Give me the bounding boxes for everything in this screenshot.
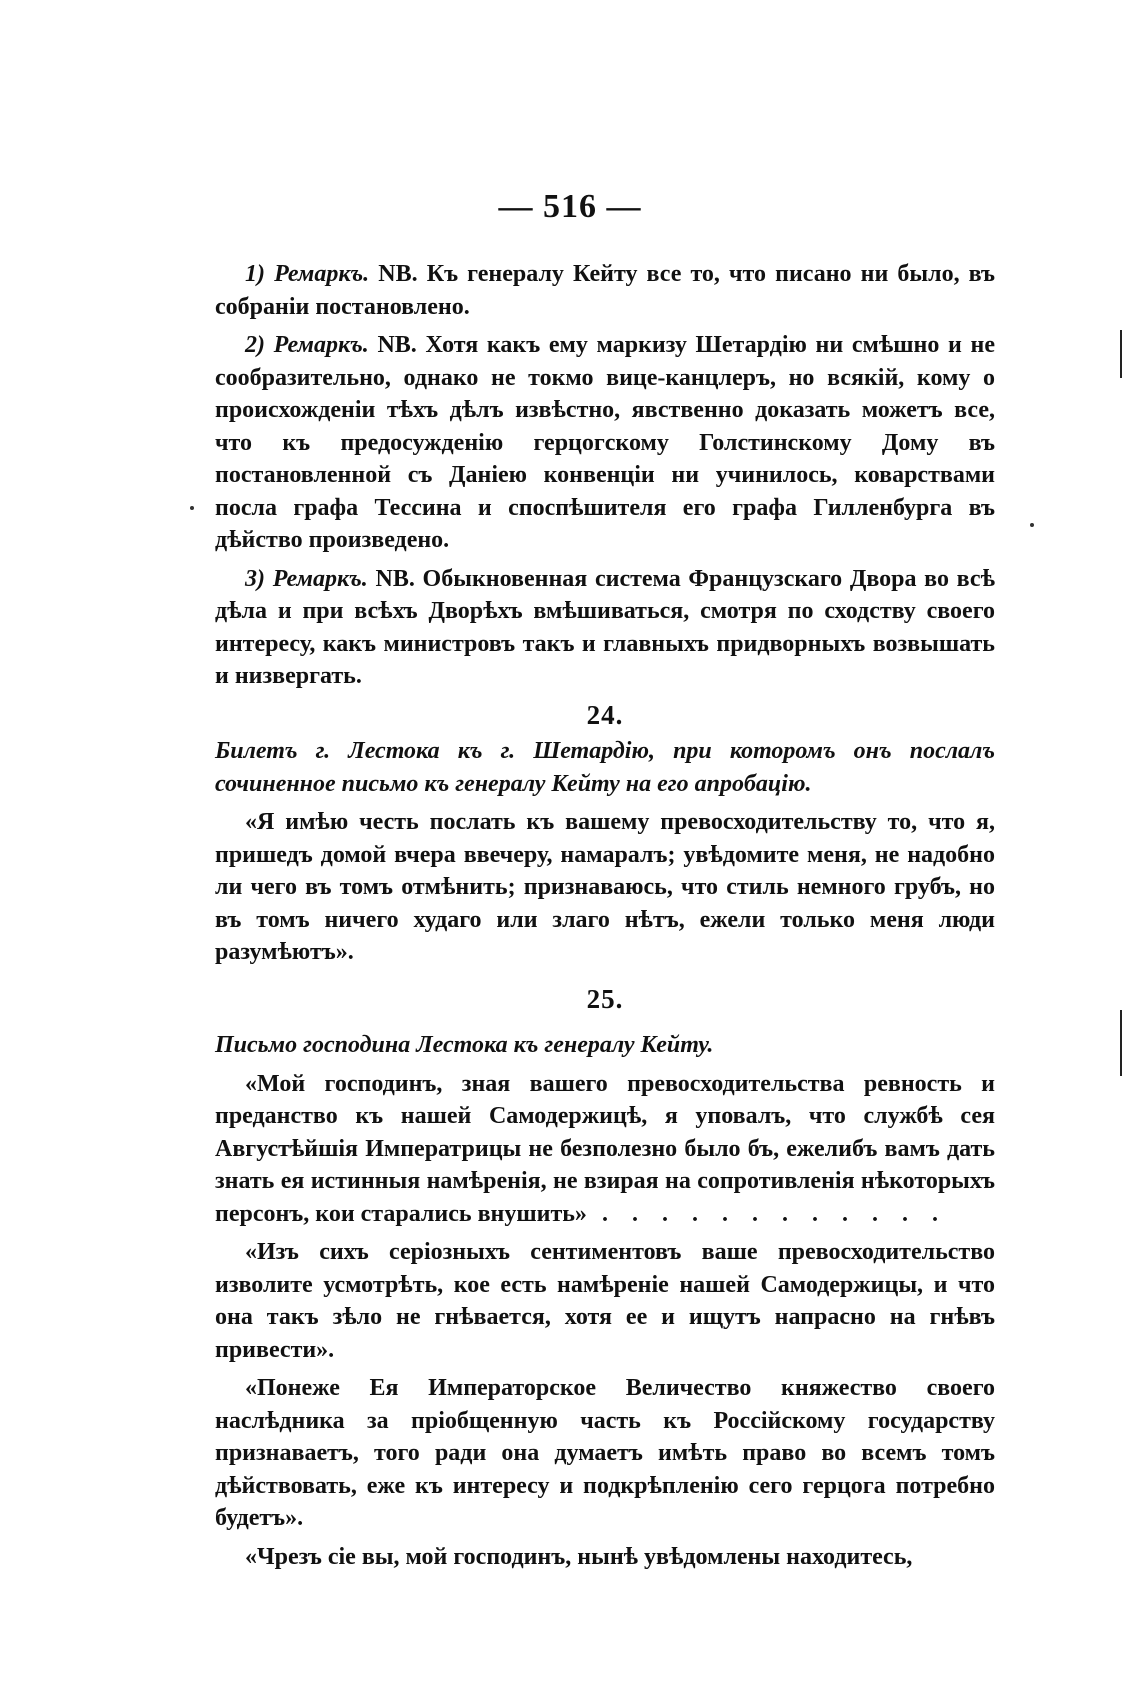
- remark-label: 2) Ремаркъ.: [245, 332, 369, 358]
- document-body: [215, 258, 995, 1579]
- print-speck: [1030, 523, 1034, 527]
- section-number: 25.: [586, 983, 624, 1014]
- remark-text: NB. Обыкновенная система Французскаго Двора во всѣ дѣла и при всѣхъ Дворѣхъ вмѣшиваться, смотря по сходству своего интересу, какъ министровъ такъ и главныхъ придворныхъ возвышать и низвергать.: [215, 565, 995, 689]
- section-heading: Письмо господина Лестока къ генералу Кейту.: [215, 1032, 714, 1058]
- margin-rule-mark: [1120, 1010, 1122, 1076]
- remark-text: NB. Хотя какъ ему маркизу Шетардію ни смѣшно и не сообразительно, однако не токмо вице-канцлеръ, но всякій, кому о происхожденіи тѣхъ дѣлъ извѣстно, явственно доказать можетъ все, что къ предосужденію герцогскому Голстинскому Дому въ постановленной съ Даніею конвенціи ни учинилось, коварствами посла графа Тессина и споспѣшителя его графа Гилленбурга въ дѣйство произведено.: [215, 332, 995, 553]
- letter-paragraph: «Изъ сихъ серіозныхъ сентиментовъ ваше превосходительство изволите усмотрѣть, кое есть намѣреніе нашей Самодержицы, и что она такъ зѣло не гнѣвается, хотя ее и ищутъ напрасно на гнѣвъ привести».: [215, 1239, 995, 1363]
- section-number: 24.: [586, 699, 624, 730]
- page-number: — 516 —: [498, 188, 642, 225]
- letter-paragraph: [215, 1068, 995, 1231]
- margin-rule-mark: [1120, 330, 1122, 378]
- letter-paragraph: «Чрезъ сіе вы, мой господинъ, нынѣ увѣдомлены находитесь,: [245, 1543, 913, 1570]
- section-heading: Билетъ г. Лестока къ г. Шетардію, при которомъ онъ послалъ сочиненное письмо къ генералу Кейту на его апробацію.: [215, 738, 995, 797]
- remark-text: NB. Къ генералу Кейту все то, что писано ни было, въ собраніи постановлено.: [215, 261, 996, 320]
- letter-paragraph: «Понеже Ея Императорское Величество княжество своего наслѣдника за пріобщенную часть къ Россійскому государству признаваетъ, того ради она думаетъ имѣть право во всемъ томъ дѣйствовать, еже къ интересу и подкрѣпленію сего герцога потребно будетъ».: [215, 1375, 995, 1531]
- remark-paragraph: [215, 258, 995, 323]
- remark-paragraph: [215, 563, 995, 693]
- print-speck: [190, 506, 194, 510]
- ellipsis-dots: . . . . . . . . . . . .: [586, 1200, 947, 1227]
- remark-label: 3) Ремаркъ.: [245, 565, 368, 592]
- letter-text: «Мой господинъ, зная вашего превосходительства ревность и преданство къ нашей Самодержицѣ, я уповалъ, что службѣ сея Августѣйшія Императрицы не безполезно было бъ, ежелибъ вамъ дать знать ея истинныя намѣренія, не взирая на сопротивленія нѣкоторыхъ персонъ, кои старались внушить»: [215, 1070, 995, 1227]
- remark-paragraph: [215, 329, 995, 557]
- remark-label: 1) Ремаркъ.: [245, 261, 370, 287]
- letter-paragraph: «Я имѣю честь послать къ вашему превосходительству то, что я, пришедъ домой вчера ввечеру, намаралъ; увѣдомите меня, не надобно ли чего въ томъ отмѣнить; признаваюсь, что стиль немного грубъ, но въ томъ ничего худаго или злаго нѣтъ, ежели только меня люди разумѣютъ».: [215, 809, 995, 965]
